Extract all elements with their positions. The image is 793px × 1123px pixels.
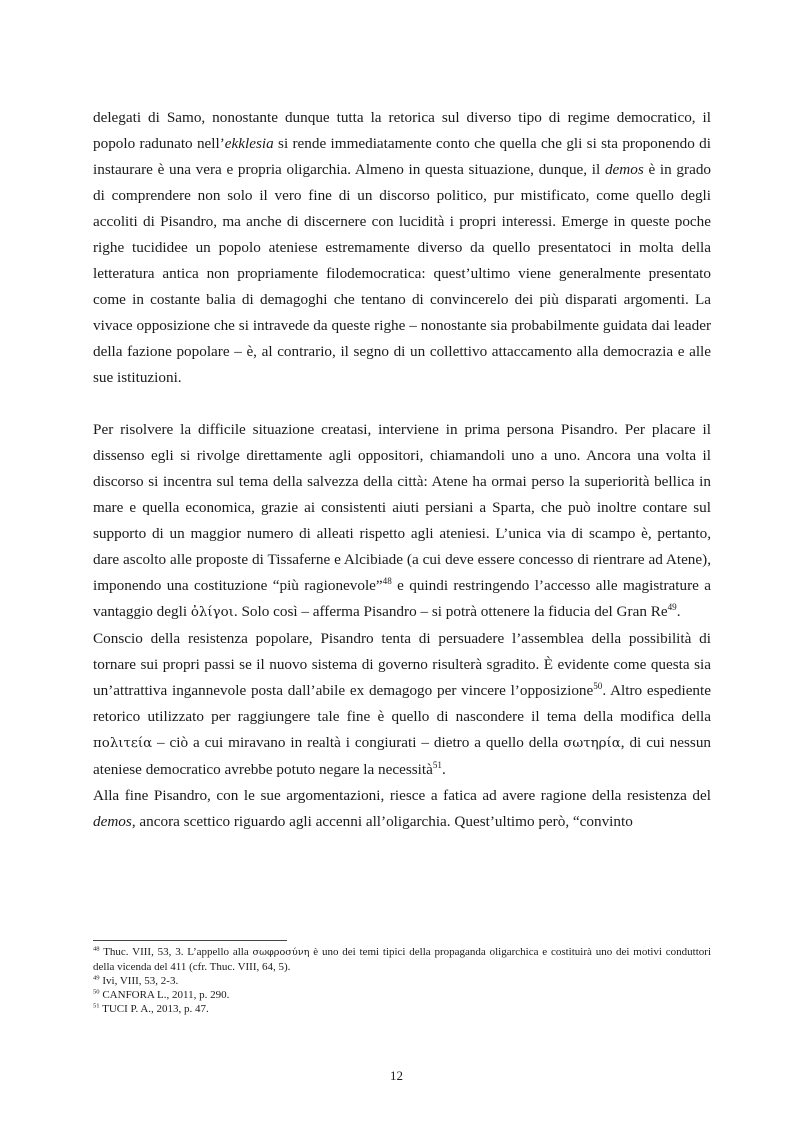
text-run: è uno dei temi tipici della propaganda oligarchica e costituirà uno dei motivi conduttori della vicenda del 411 (cfr. Thuc. VIII, 64, 5). [93,946,712,973]
text-run: . Solo così – afferma Pisandro – si potrà ottenere la fiducia del Gran Re [233,603,668,620]
footnote [93,945,711,974]
text-run: Ivi, VIII, 53, 2-3. [99,975,179,987]
footnote-ref: 51 [432,759,442,770]
footnotes [93,945,711,1016]
text-run: e quindi restringendo l’accesso alle magistrature a vantaggio degli [93,577,711,620]
text-run: Per risolvere la difficile situazione creatasi, interviene in prima persona Pisandro. Per placare il dissenso egli si rivolge direttamente agli oppositori, chiamandoli uno a uno. Ancora una volta il discorso si incentra sul tema della salvezza della città: Atene ha ormai perso la superiorità bellica in mare e quella economica, grazie ai consistenti aiuti persiani a Sparta, che può inoltre contare sul supporto di un maggior numero di alleati rispetto agli ateniesi. L’unica via di scampo è, pertanto, dare ascolto alle proposte di Tissaferne e Alcibiade (a cui deve essere concesso di rientrare ad Atene), imponendo una costituzione “più ragionevole” [93,421,711,594]
greek-term: πολιτεία [93,736,153,751]
greek-term: σωτηρία [563,736,621,751]
text-run: , di cui nessun ateniese democratico avrebbe potuto negare la necessità [93,734,712,778]
italic-term: demos [604,161,644,178]
text-run: . [441,761,446,778]
text-run: Alla fine Pisandro, con le sue argomentazioni, riesce a fatica ad avere ragione della resistenza del [93,787,711,804]
greek-term: ὀλίγοι [190,605,234,620]
text-run: è in grado di comprendere non solo il vero fine di un discorso politico, pur mistificato, come quello degli accoliti di Pisandro, ma anche di discernere con lucidità i propri interessi. Emerge in queste poche righe tucididee un popolo ateniese estremamente diverso da quello presentatoci in molta della letteratura antica non propriamente filodemocratica: quest’ultimo viene generalmente presentato come in costante balia di demagoghi che tentano di convincerelo dei più disparati argomenti. La vivace opposizione che si intravede da queste righe – nonostante sia probabilmente guidata dai leader della fazione popolare – è, al contrario, il segno di un collettivo attaccamento alla democrazia e alle sue istituzioni. [93,161,712,386]
body-paragraph [93,105,711,391]
footnote-ref: 50 [593,680,603,691]
footnote [93,974,711,988]
text-run: TUCI P. A., 2013, p. 47. [99,1003,209,1015]
body-text [93,105,711,835]
footnote-ref: 48 [382,575,392,586]
footnote-ref: 48 [93,945,100,953]
text-run: Thuc. VIII, 53, 3. L’appello alla [99,946,253,958]
italic-term: ekklesia [224,135,274,152]
page-number: 12 [390,1068,403,1083]
footnote [93,1002,711,1016]
italic-term: demos [93,813,132,830]
greek-term: σωφροσύνη [252,947,310,958]
text-run: delegati di Samo, nonostante dunque tutta la retorica sul diverso tipo di regime democratico, il popolo radunato nell’ [93,109,711,152]
footnote-ref: 51 [93,1002,100,1010]
body-paragraph [93,417,711,626]
footnote-ref: 49 [667,601,677,612]
body-paragraph [93,783,711,835]
body-paragraph [93,626,711,783]
text-run: , ancora scettico riguardo agli accenni all’oligarchia. Quest’ultimo però, “convinto [131,813,633,830]
text-run: – ciò a cui miravano in realtà i congiurati – dietro a quello della [152,734,564,751]
text-run: . Altro espediente retorico utilizzato per raggiungere tale fine è quello di nascondere il tema della modifica della [93,682,711,725]
text-run: si rende immediatamente conto che quella che gli si sta proponendo di instaurare è una vera e propria oligarchia. Almeno in questa situazione, dunque, il [93,135,712,178]
footnote-separator [93,940,287,941]
text-run: . [676,603,681,620]
footnote-ref: 49 [93,974,100,982]
footnote [93,988,711,1002]
footnote-ref: 50 [93,988,100,996]
text-run: Conscio della resistenza popolare, Pisandro tenta di persuadere l’assemblea della possibilità di tornare sui propri passi se il nuovo sistema di governo risulterà sgradito. È evidente come questa sia un’attrattiva ingannevole posta dall’abile ex demagogo per vincere l’opposizione [93,630,711,699]
text-run: CANFORA L., 2011, p. 290. [99,989,230,1001]
